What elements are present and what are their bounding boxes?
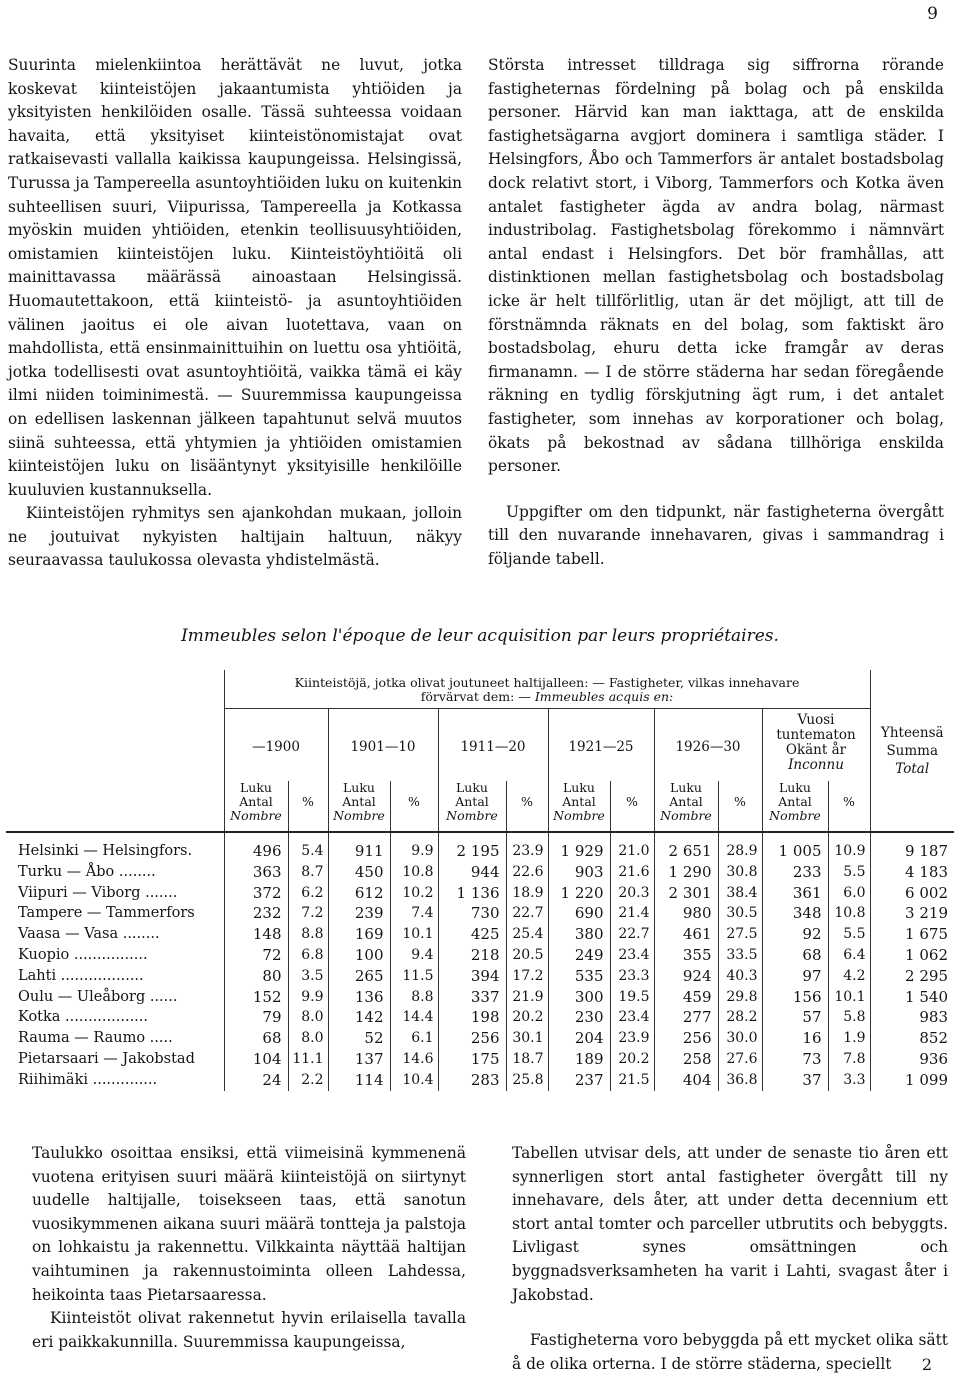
count-cell: 100 <box>328 945 390 966</box>
percent-cell: 10.4 <box>390 1070 438 1091</box>
count-cell: 1 290 <box>654 862 718 883</box>
percent-cell: 10.1 <box>390 924 438 945</box>
table-row <box>6 883 954 904</box>
count-cell: 2 301 <box>654 883 718 904</box>
percent-cell: 8.0 <box>288 1028 328 1049</box>
count-cell: 72 <box>224 945 288 966</box>
percent-cell: 33.5 <box>718 945 762 966</box>
count-cell: 372 <box>224 883 288 904</box>
percent-cell: 6.8 <box>288 945 328 966</box>
count-cell: 394 <box>438 966 506 987</box>
period-head: —1900 <box>224 709 328 782</box>
total-cell: 2 295 <box>905 966 948 985</box>
sub-head-count: Luku Antal Nombre <box>328 781 390 832</box>
period-head: 1901—10 <box>328 709 438 782</box>
count-cell: 104 <box>224 1049 288 1070</box>
sub-head-count: Luku Antal Nombre <box>762 781 828 832</box>
percent-cell: 20.2 <box>610 1049 654 1070</box>
city-name: Lahti .................. <box>6 966 224 987</box>
percent-cell: 30.1 <box>506 1028 548 1049</box>
count-cell: 924 <box>654 966 718 987</box>
table-title: Immeubles selon l'époque de leur acquisition par leurs propriétaires. <box>181 626 779 646</box>
finnish-text-bottom <box>32 1142 466 1354</box>
percent-cell: 27.6 <box>718 1049 762 1070</box>
count-cell: 459 <box>654 987 718 1008</box>
count-cell: 156 <box>762 987 828 1008</box>
paragraph: Kiinteistöt olivat rakennetut hyvin erilaisella tavalla eri paikkakunnilla. Suuremmissa kaupungeissa, <box>32 1309 466 1351</box>
count-cell: 2 195 <box>438 832 506 862</box>
count-cell: 2 651 <box>654 832 718 862</box>
percent-cell: 8.7 <box>288 862 328 883</box>
swedish-text-top <box>488 54 944 571</box>
percent-cell: 19.5 <box>610 987 654 1008</box>
percent-cell: 4.2 <box>828 966 870 987</box>
city-name: Riihimäki .............. <box>6 1070 224 1091</box>
count-cell: 137 <box>328 1049 390 1070</box>
city-name: Viipuri — Viborg ....... <box>6 883 224 904</box>
table-row <box>6 1007 954 1028</box>
percent-cell: 23.4 <box>610 945 654 966</box>
count-cell: 277 <box>654 1007 718 1028</box>
table-row <box>6 832 954 862</box>
percent-cell: 36.8 <box>718 1070 762 1091</box>
percent-cell: 22.7 <box>610 924 654 945</box>
table-row <box>6 987 954 1008</box>
percent-cell: 10.8 <box>828 903 870 924</box>
percent-cell: 18.9 <box>506 883 548 904</box>
percent-cell: 18.7 <box>506 1049 548 1070</box>
count-cell: 348 <box>762 903 828 924</box>
count-cell: 169 <box>328 924 390 945</box>
city-name: Kotka .................. <box>6 1007 224 1028</box>
city-name: Helsinki — Helsingfors. <box>6 832 224 862</box>
count-cell: 230 <box>548 1007 610 1028</box>
total-cell: 6 002 <box>905 883 948 902</box>
count-cell: 496 <box>224 832 288 862</box>
sub-head-count: Luku Antal Nombre <box>654 781 718 832</box>
count-cell: 535 <box>548 966 610 987</box>
count-cell: 337 <box>438 987 506 1008</box>
period-head: 1921—25 <box>548 709 654 782</box>
sub-head-count: Luku Antal Nombre <box>224 781 288 832</box>
count-cell: 730 <box>438 903 506 924</box>
period-head: 1926—30 <box>654 709 762 782</box>
percent-cell: 25.4 <box>506 924 548 945</box>
count-cell: 152 <box>224 987 288 1008</box>
count-cell: 80 <box>224 966 288 987</box>
table-row <box>6 924 954 945</box>
paragraph: Kiinteistöjen ryhmitys sen ajankohdan mukaan, jolloin ne joutuivat nykyisten haltijain haltuun, näkyy seuraavassa taulukossa olevasta yhdistelmästä. <box>8 504 462 570</box>
percent-cell: 23.3 <box>610 966 654 987</box>
city-name: Tampere — Tammerfors <box>6 903 224 924</box>
percent-cell: 6.2 <box>288 883 328 904</box>
count-cell: 404 <box>654 1070 718 1091</box>
count-cell: 79 <box>224 1007 288 1028</box>
percent-cell: 10.2 <box>390 883 438 904</box>
city-name: Pietarsaari — Jakobstad <box>6 1049 224 1070</box>
count-cell: 612 <box>328 883 390 904</box>
total-cell: 983 <box>919 1008 948 1027</box>
total-cell: 3 219 <box>905 904 948 923</box>
percent-cell: 21.4 <box>610 903 654 924</box>
count-cell: 114 <box>328 1070 390 1091</box>
city-name: Turku — Åbo ........ <box>6 862 224 883</box>
sub-head-count: Luku Antal Nombre <box>438 781 506 832</box>
count-cell: 258 <box>654 1049 718 1070</box>
period-head: 1911—20 <box>438 709 548 782</box>
sub-head-pct: % <box>610 781 654 832</box>
count-cell: 68 <box>224 1028 288 1049</box>
table-body <box>6 832 954 1091</box>
percent-cell: 8.8 <box>390 987 438 1008</box>
percent-cell: 20.2 <box>506 1007 548 1028</box>
table-row <box>6 1049 954 1070</box>
total-cell: 1 062 <box>905 945 948 964</box>
sub-head-count: Luku Antal Nombre <box>548 781 610 832</box>
count-cell: 461 <box>654 924 718 945</box>
count-cell: 690 <box>548 903 610 924</box>
count-cell: 204 <box>548 1028 610 1049</box>
count-cell: 380 <box>548 924 610 945</box>
count-cell: 97 <box>762 966 828 987</box>
count-cell: 142 <box>328 1007 390 1028</box>
count-cell: 175 <box>438 1049 506 1070</box>
group-caption: Kiinteistöjä, jotka olivat joutuneet haltijalleen: — Fastigheter, vilkas innehavare förvärvat dem: — Immeubles acquis en: <box>224 670 870 709</box>
count-cell: 239 <box>328 903 390 924</box>
paragraph: Fastigheterna voro bebyggda på ett mycket olika sätt å de olika orterna. I de större städerna, speciellt <box>512 1331 948 1373</box>
count-cell: 73 <box>762 1049 828 1070</box>
count-cell: 425 <box>438 924 506 945</box>
count-cell: 911 <box>328 832 390 862</box>
percent-cell: 29.8 <box>718 987 762 1008</box>
percent-cell: 14.6 <box>390 1049 438 1070</box>
count-cell: 52 <box>328 1028 390 1049</box>
total-cell: 852 <box>919 1029 948 1048</box>
percent-cell: 25.8 <box>506 1070 548 1091</box>
count-cell: 233 <box>762 862 828 883</box>
percent-cell: 22.7 <box>506 903 548 924</box>
percent-cell: 9.9 <box>390 832 438 862</box>
percent-cell: 8.8 <box>288 924 328 945</box>
percent-cell: 11.5 <box>390 966 438 987</box>
count-cell: 355 <box>654 945 718 966</box>
percent-cell: 17.2 <box>506 966 548 987</box>
table-row <box>6 1070 954 1091</box>
percent-cell: 10.9 <box>828 832 870 862</box>
percent-cell: 14.4 <box>390 1007 438 1028</box>
count-cell: 24 <box>224 1070 288 1091</box>
percent-cell: 21.5 <box>610 1070 654 1091</box>
percent-cell: 30.0 <box>718 1028 762 1049</box>
count-cell: 361 <box>762 883 828 904</box>
table-row <box>6 966 954 987</box>
finnish-text-top <box>8 54 462 573</box>
paragraph: Största intresset tilldraga sig siffrorna rörande fastigheternas fördelning på bolag och på enskilda personer. Härvid kan man iakttaga, att de enskilda fastighetsägarna avgjort dominera i samtliga städer. I Helsingfors, Åbo och Tammerfors är antalet bostadsbolag dock relativt stort, i Viborg, Tammerfors och Kotka även antalet fastigheter ägda av andra bolag, närmast industribolag. Fastighetsbolag förekommo i nämnvärt antal endast i Helsingfors. Det bör framhållas, att distinktionen mellan fastighetsbolag och bostadsbolag icke är helt tillförlitlig, utan är det möjligt, att till de förstnämnda räknats en del bolag, som faktiskt äro bostadsbolag, ehuru detta icke framgår av deras firmanamn. — I de större städerna har sedan föregående räkning en tydlig förskjutning ägt rum, i det antalet fastigheter, som innehas av korporationer och bolag, ökats på bekostnad av sådana tillhöriga enskilda personer. <box>488 56 944 476</box>
table-row <box>6 903 954 924</box>
percent-cell: 9.9 <box>288 987 328 1008</box>
total-cell: 4 183 <box>905 862 948 881</box>
percent-cell: 21.9 <box>506 987 548 1008</box>
percent-cell: 1.9 <box>828 1028 870 1049</box>
acquisition-table <box>6 670 954 1091</box>
count-cell: 148 <box>224 924 288 945</box>
paragraph: Uppgifter om den tidpunkt, när fastigheterna övergått till den nuvarande innehavaren, givas i sammandrag i följande tabell. <box>488 502 944 568</box>
total-cell: 9 187 <box>905 842 948 860</box>
percent-cell: 5.5 <box>828 862 870 883</box>
count-cell: 57 <box>762 1007 828 1028</box>
percent-cell: 6.1 <box>390 1028 438 1049</box>
percent-cell: 3.3 <box>828 1070 870 1091</box>
percent-cell: 20.3 <box>610 883 654 904</box>
count-cell: 37 <box>762 1070 828 1091</box>
count-cell: 256 <box>654 1028 718 1049</box>
count-cell: 450 <box>328 862 390 883</box>
percent-cell: 9.4 <box>390 945 438 966</box>
total-cell: 1 540 <box>905 987 948 1006</box>
city-name: Kuopio ................ <box>6 945 224 966</box>
percent-cell: 30.5 <box>718 903 762 924</box>
footer-mark: 2 <box>921 1355 932 1374</box>
total-cell: 1 675 <box>905 925 948 944</box>
percent-cell: 21.6 <box>610 862 654 883</box>
sub-head-pct: % <box>390 781 438 832</box>
page-number: 9 <box>927 4 938 24</box>
percent-cell: 11.1 <box>288 1049 328 1070</box>
sub-head-pct: % <box>288 781 328 832</box>
paragraph: Taulukko osoittaa ensiksi, että viimeisinä kymmenenä vuotena erityisen suuri määrä kiinteistöjä on siirtynyt uudelle haltijalle, toisekseen taas, että sanotun vuosikymmenen aikana suuri määrä tontteja ja palstoja on lohkaistu ja rakennettu. Vilkkainta näyttää haltijan vaihtuminen ja rakennustoiminta olleen Lahdessa, heikointa taas Pietarsaaressa. <box>32 1144 466 1304</box>
count-cell: 16 <box>762 1028 828 1049</box>
percent-cell: 5.5 <box>828 924 870 945</box>
count-cell: 1 929 <box>548 832 610 862</box>
period-head-unknown: Vuosi tuntematon Okänt år Inconnu <box>762 709 870 782</box>
count-cell: 232 <box>224 903 288 924</box>
percent-cell: 6.0 <box>828 883 870 904</box>
count-cell: 256 <box>438 1028 506 1049</box>
count-cell: 944 <box>438 862 506 883</box>
city-name: Oulu — Uleåborg ...... <box>6 987 224 1008</box>
count-cell: 136 <box>328 987 390 1008</box>
count-cell: 363 <box>224 862 288 883</box>
percent-cell: 7.8 <box>828 1049 870 1070</box>
count-cell: 189 <box>548 1049 610 1070</box>
percent-cell: 7.4 <box>390 903 438 924</box>
count-cell: 980 <box>654 903 718 924</box>
paragraph: Tabellen utvisar dels, att under de senaste tio åren ett synnerligen stort antal fastigheter övergått till ny innehavare, dels åter, att under detta decennium ett stort antal tomter och parceller utbrutits och bebyggts. Livligast synes omsättningen och byggnadsverksamheten ha varit i Lahti, svagast åter i Jakobstad. <box>512 1144 948 1304</box>
count-cell: 249 <box>548 945 610 966</box>
sub-head-pct: % <box>828 781 870 832</box>
count-cell: 265 <box>328 966 390 987</box>
percent-cell: 23.9 <box>610 1028 654 1049</box>
count-cell: 68 <box>762 945 828 966</box>
percent-cell: 38.4 <box>718 883 762 904</box>
city-name: Vaasa — Vasa ........ <box>6 924 224 945</box>
percent-cell: 23.4 <box>610 1007 654 1028</box>
percent-cell: 27.5 <box>718 924 762 945</box>
sub-head-pct: % <box>506 781 548 832</box>
count-cell: 198 <box>438 1007 506 1028</box>
count-cell: 1 136 <box>438 883 506 904</box>
percent-cell: 2.2 <box>288 1070 328 1091</box>
percent-cell: 21.0 <box>610 832 654 862</box>
percent-cell: 3.5 <box>288 966 328 987</box>
city-name: Rauma — Raumo ..... <box>6 1028 224 1049</box>
count-cell: 300 <box>548 987 610 1008</box>
percent-cell: 20.5 <box>506 945 548 966</box>
percent-cell: 40.3 <box>718 966 762 987</box>
total-column-head: Yhteensä Summa Total <box>880 724 944 777</box>
percent-cell: 8.0 <box>288 1007 328 1028</box>
count-cell: 903 <box>548 862 610 883</box>
percent-cell: 10.8 <box>390 862 438 883</box>
count-cell: 218 <box>438 945 506 966</box>
paragraph: Suurinta mielenkiintoa herättävät ne luvut, jotka koskevat kiinteistöjen jakaantumista yhtiöiden ja yksityisten henkilöiden osalle. Tässä suhteessa voidaan havaita, että yksityiset kiinteistönomistajat ovat ratkaisevasti vallalla kaikissa kaupungeissa. Helsingissä, Turussa ja Tampereella asuntoyhtiöiden luku on kuitenkin suhteellisen suuri, Viipurissa, Tampereella ja Kotkassa myöskin muiden yhtiöiden, etenkin teollisuusyhtiöiden, omistamien kiinteistöjen luku. Kiinteistöyhtiöitä oli mainittavassa määrässä ainoastaan Helsingissä. Huomautettakoon, että kiinteistö- ja asuntoyhtiöiden välinen jaoitus ei ole aivan luotettava, vaan on mahdollista, että ensinmainittuihin on luettu osa yhtiöitä, jotka todellisesti ovat asuntoyhtiöitä, vaikka tämä ei käy ilmi niiden toiminimestä. — Suuremmissa kaupungeissa on edellisen laskennan jälkeen tapahtunut selvä muutos siinä suhteessa, että yhtymien ja yhtiöiden omistamien kiinteistöjen luku on lisääntynyt yksityisille henkilöille kuuluvien kustannuksella. <box>8 56 463 499</box>
percent-cell: 23.9 <box>506 832 548 862</box>
count-cell: 1 005 <box>762 832 828 862</box>
percent-cell: 28.2 <box>718 1007 762 1028</box>
percent-cell: 7.2 <box>288 903 328 924</box>
percent-cell: 5.4 <box>288 832 328 862</box>
percent-cell: 10.1 <box>828 987 870 1008</box>
percent-cell: 28.9 <box>718 832 762 862</box>
sub-head-pct: % <box>718 781 762 832</box>
count-cell: 92 <box>762 924 828 945</box>
table-row <box>6 862 954 883</box>
percent-cell: 5.8 <box>828 1007 870 1028</box>
table-row <box>6 1028 954 1049</box>
count-cell: 237 <box>548 1070 610 1091</box>
total-cell: 1 099 <box>905 1070 948 1089</box>
total-cell: 936 <box>919 1049 948 1068</box>
percent-cell: 6.4 <box>828 945 870 966</box>
count-cell: 283 <box>438 1070 506 1091</box>
count-cell: 1 220 <box>548 883 610 904</box>
percent-cell: 22.6 <box>506 862 548 883</box>
table-row <box>6 945 954 966</box>
percent-cell: 30.8 <box>718 862 762 883</box>
swedish-text-bottom <box>512 1142 948 1376</box>
table-stub-head <box>6 670 224 832</box>
